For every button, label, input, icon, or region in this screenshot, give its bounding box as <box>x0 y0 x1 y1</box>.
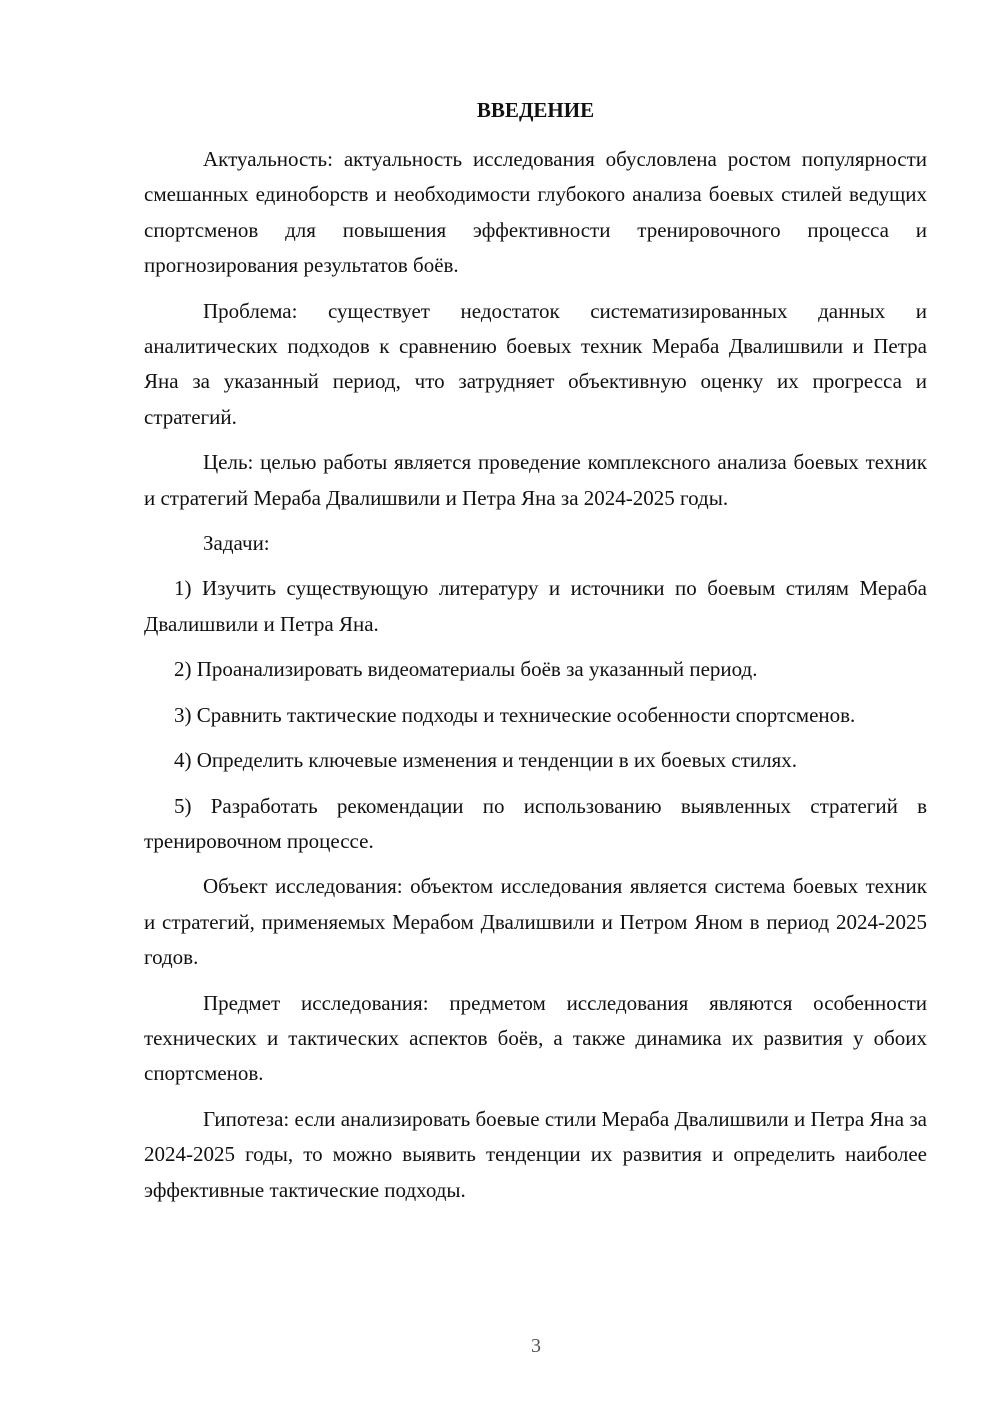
task-item: 3) Сравнить тактические подходы и технические особенности спортсменов. <box>174 702 856 727</box>
document-page <box>144 96 927 1208</box>
hypothesis-paragraph: Гипотеза: если анализировать боевые стили Мераба Двалишвили и Петра Яна за 2024-2025 годы, то можно выявить тенденции их развития и определить наиболее эффективные тактические подходы. <box>144 1106 927 1202</box>
task-item: 4) Определить ключевые изменения и тенденции в их боевых стилях. <box>174 748 798 773</box>
goal-paragraph: Цель: целью работы является проведение комплексного анализа боевых техник и стратегий Мераба Двалишвили и Петра Яна за 2024-2025 годы. <box>144 450 927 510</box>
page-number: 3 <box>531 1335 541 1357</box>
subject-paragraph: Предмет исследования: предметом исследования являются особенности технических и тактических аспектов боёв, а также динамика их развития у обоих спортсменов. <box>144 990 927 1086</box>
tasks-heading: Задачи: <box>203 531 270 556</box>
task-item: 1) Изучить существующую литературу и источники по боевым стилям Мераба Двалишвили и Петра Яна. <box>144 576 927 636</box>
problem-paragraph: Проблема: существует недостаток систематизированных данных и аналитических подходов к сравнению боевых техник Мераба Двалишвили и Петра Яна за указанный период, что затрудняет объективную оценку их прогресса и стратегий. <box>144 298 927 429</box>
task-item: 5) Разработать рекомендации по использованию выявленных стратегий в тренировочном процессе. <box>144 793 927 853</box>
object-paragraph: Объект исследования: объектом исследования является система боевых техник и стратегий, применяемых Мерабом Двалишвили и Петром Яном в период 2024-2025 годов. <box>144 874 927 970</box>
task-item: 2) Проанализировать видеоматериалы боёв за указанный период. <box>174 657 758 682</box>
page-title: ВВЕДЕНИЕ <box>476 98 595 122</box>
relevance-paragraph: Актуальность: актуальность исследования обусловлена ростом популярности смешанных единоборств и необходимости глубокого анализа боевых стилей ведущих спортсменов для повышения эффективности тренировочного процесса и прогнозирования результатов боёв. <box>144 147 927 278</box>
